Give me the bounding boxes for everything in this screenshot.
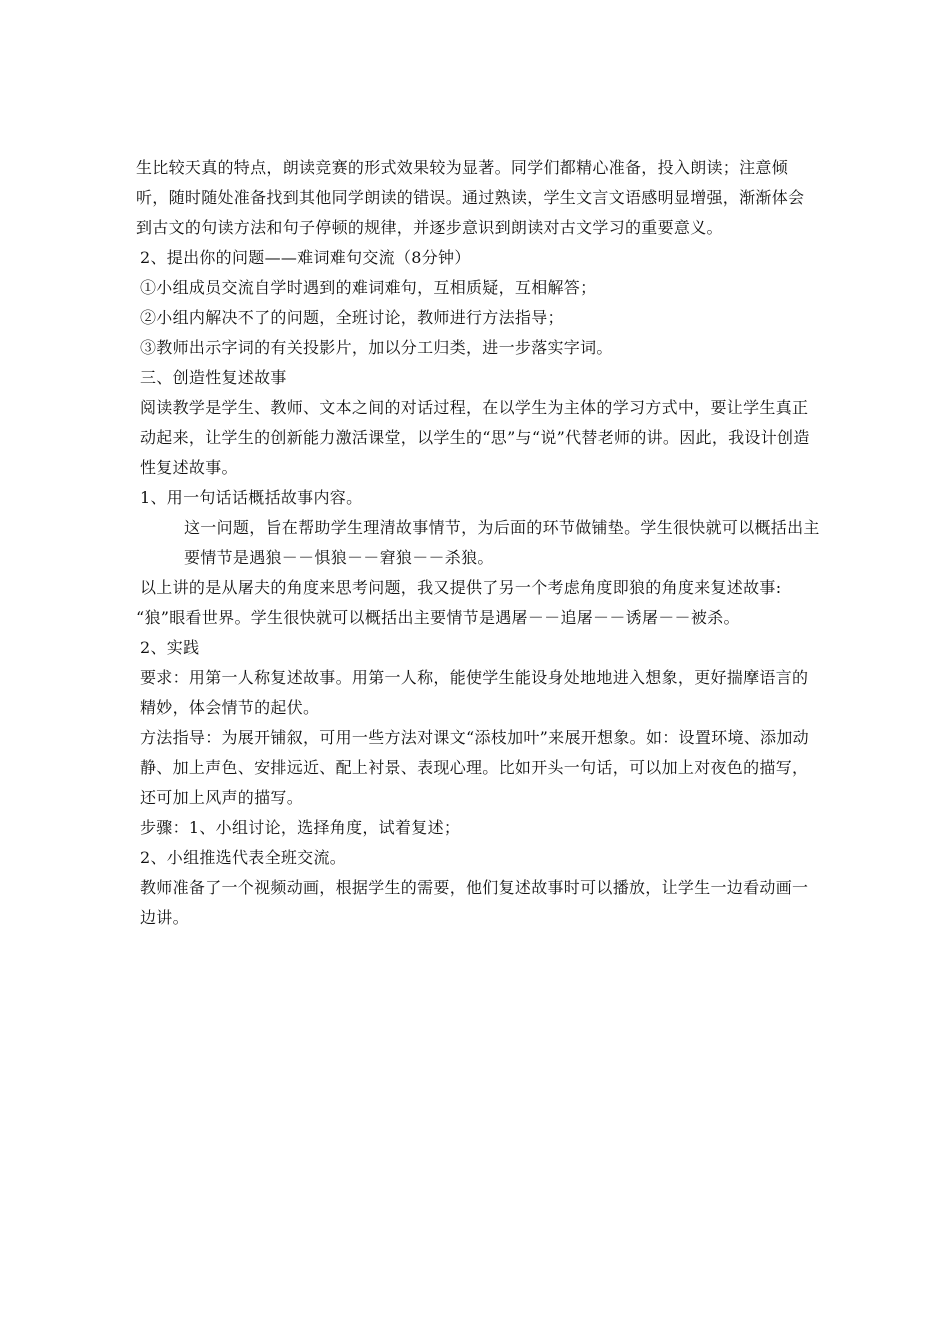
paragraph: 步骤：1、小组讨论，选择角度，试着复述； bbox=[140, 818, 461, 837]
section-heading: 三、创造性复述故事 bbox=[140, 368, 287, 387]
document-body bbox=[136, 153, 820, 933]
paragraph: 以上讲的是从屠夫的角度来思考问题，我又提供了另一个考虑角度即狼的角度来复述故事: bbox=[140, 578, 782, 597]
paragraph: “狼”眼看世界。学生很快就可以概括出主要情节是遇屠－－追屠－－诱屠－－被杀。 bbox=[136, 608, 740, 627]
paragraph: 2、小组推选代表全班交流。 bbox=[140, 848, 347, 867]
paragraph: 生比较天真的特点，朗读竞赛的形式效果较为显著。同学们都精心准备，投入朗读；注意倾听，随时随处准备找到其他同学朗读的错误。通过熟读，学生文言文语感明显增强，渐渐体会到古文的句读方法和句子停顿的规律，并逐步意识到朗读对古文学习的重要意义。 bbox=[136, 158, 805, 237]
paragraph: 这一问题，旨在帮助学生理清故事情节，为后面的环节做铺垫。学生很快就可以概括出主要情节是遇狼－－惧狼－－窘狼－－杀狼。 bbox=[184, 518, 820, 567]
paragraph: 2、提出你的问题——难词难句交流（8分钟） bbox=[140, 248, 471, 267]
paragraph: 要求：用第一人称复述故事。用第一人称，能使学生能设身处地地进入想象，更好揣摩语言的精妙，体会情节的起伏。 bbox=[140, 668, 809, 717]
paragraph: 教师准备了一个视频动画，根据学生的需要，他们复述故事时可以播放，让学生一边看动画一边讲。 bbox=[140, 878, 809, 927]
paragraph: ②小组内解决不了的问题，全班讨论，教师进行方法指导； bbox=[140, 308, 564, 327]
paragraph: ③教师出示字词的有关投影片，加以分工归类，进一步落实字词。 bbox=[140, 338, 613, 357]
paragraph: 2、实践 bbox=[140, 638, 200, 657]
paragraph: 1、用一句话话概括故事内容。 bbox=[140, 488, 363, 507]
paragraph: 阅读教学是学生、教师、文本之间的对话过程，在以学生为主体的学习方式中，要让学生真正动起来，让学生的创新能力激活课堂，以学生的“思”与“说”代替老师的讲。因此，我设计创造性复述故事。 bbox=[140, 398, 810, 477]
paragraph: 方法指导：为展开铺叙，可用一些方法对课文“添枝加叶”来展开想象。如：设置环境、添加动静、加上声色、安排远近、配上衬景、表现心理。比如开头一句话，可以加上对夜色的描写，还可加上风声的描写。 bbox=[140, 728, 809, 807]
paragraph: ①小组成员交流自学时遇到的难词难句，互相质疑，互相解答； bbox=[140, 278, 597, 297]
